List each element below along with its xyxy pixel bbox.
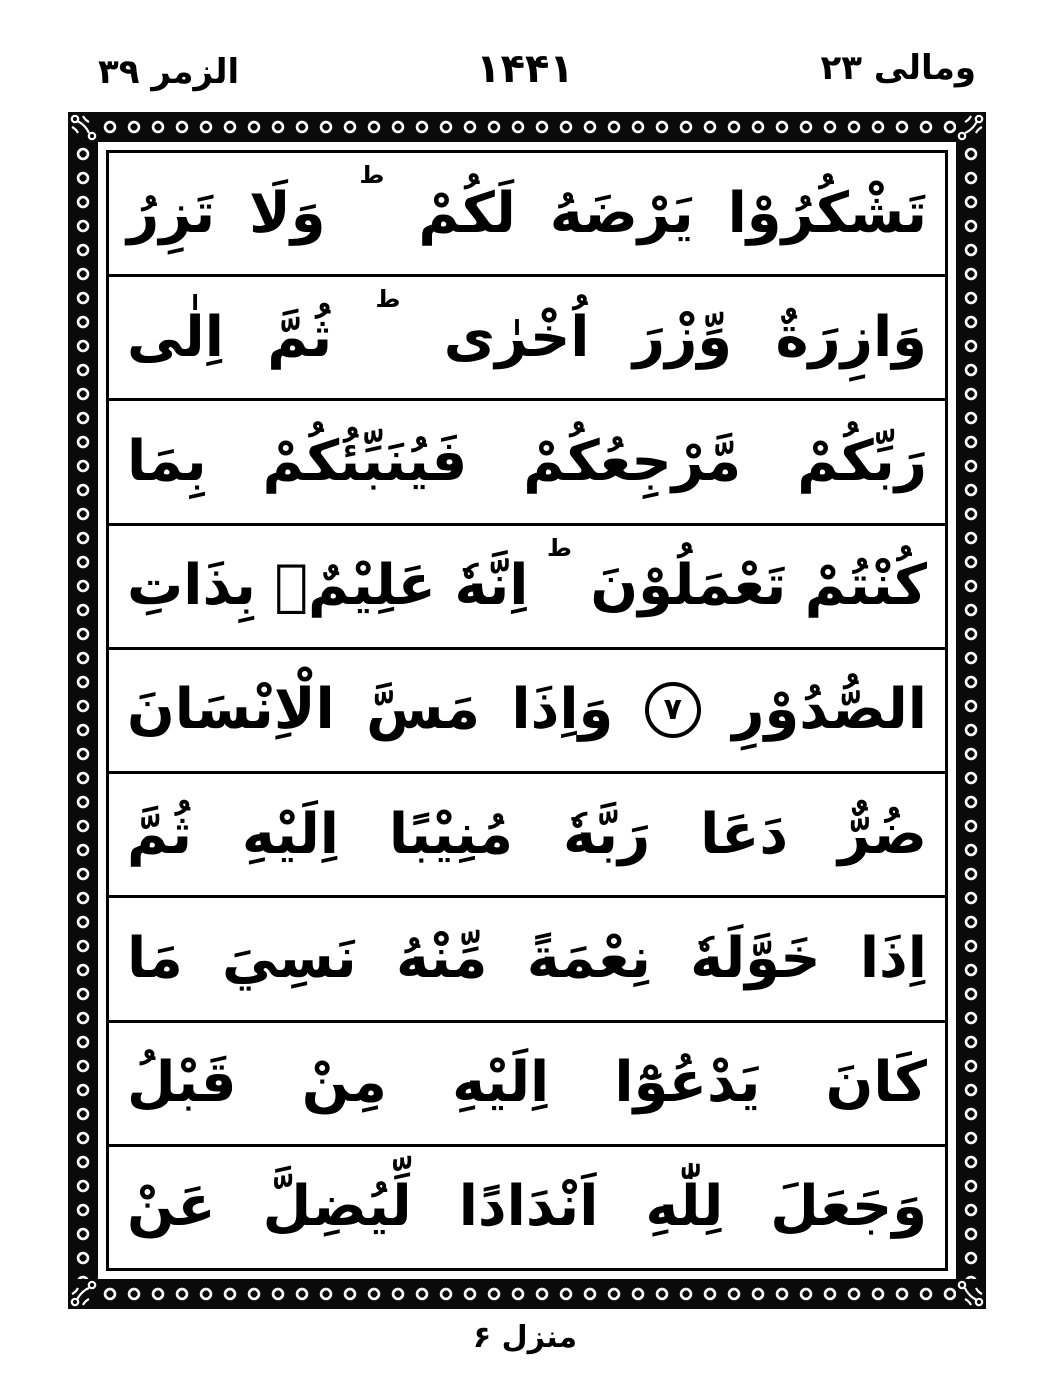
- quran-word: مَسَّ: [366, 677, 480, 743]
- quran-word: وَجَعَلَ: [770, 1174, 927, 1240]
- quran-word: تَزِرُ: [127, 180, 216, 246]
- waqf-sign: ط: [375, 285, 401, 314]
- quran-word: مَّرْجِعُكُمْ: [523, 429, 742, 495]
- quran-word: تَعْمَلُوْنَ: [590, 553, 787, 619]
- page-number: ۱۴۴۱: [476, 46, 574, 92]
- ayah-end-marker: ۷: [645, 682, 701, 738]
- quran-line: [109, 277, 945, 401]
- quran-word: ضُرٌّ: [838, 801, 927, 867]
- corner-flourish-icon: [956, 112, 986, 142]
- border-chain-pattern-right: [956, 142, 986, 1279]
- inner-margin: [98, 142, 956, 1279]
- quran-word: عَنْ: [127, 1174, 216, 1240]
- quran-line: [109, 401, 945, 525]
- quran-word: اِذَا: [859, 925, 927, 991]
- quran-word: بِمَا: [127, 429, 207, 495]
- quran-word: كُنْتُمْ: [804, 553, 927, 619]
- quran-word: رَبِّكُمْ: [797, 429, 927, 495]
- quran-word: لِلّٰهِ: [645, 1174, 724, 1240]
- quran-line: [109, 1023, 945, 1147]
- quran-word: دَعَا: [700, 801, 789, 867]
- quran-word: مَا: [127, 925, 183, 991]
- quran-word: اِلَيْهِ: [452, 1050, 550, 1116]
- quran-word: تَشْكُرُوْا: [727, 180, 927, 246]
- quran-line: [109, 1147, 945, 1268]
- quran-word: اِلَيْهِ: [241, 801, 339, 867]
- quran-word: نَسِيَ: [222, 925, 357, 991]
- quran-word: فَيُنَبِّئُكُمْ: [262, 429, 468, 495]
- quran-word: ثُمَّ: [267, 304, 333, 370]
- waqf-sign: ط: [546, 533, 572, 562]
- quran-word: مُنِيْبًا: [388, 801, 514, 867]
- quran-word: الصُّدُوْرِ: [732, 677, 927, 743]
- quran-line: [109, 774, 945, 898]
- quran-word: اِنَّهٗ: [454, 553, 529, 619]
- quran-line: [109, 898, 945, 1022]
- quran-word: اَنْدَادًا: [458, 1174, 599, 1240]
- quran-word: لَكُمْ: [418, 180, 516, 246]
- quran-word: بِذَاتِ: [127, 553, 256, 619]
- manzil-label: منزل ۶: [472, 1320, 578, 1355]
- quran-word: يَدْعُوْٓا: [614, 1050, 761, 1116]
- border-chain-pattern-top: [98, 112, 956, 142]
- quran-word: قَبْلُ: [127, 1050, 237, 1116]
- quran-word: وِّزْرَ: [632, 304, 733, 370]
- quran-line: [109, 526, 945, 650]
- juz-name-label: ومالی ۲۳: [820, 48, 976, 88]
- surah-name-label: الزمر ۳۹: [98, 52, 240, 92]
- corner-flourish-icon: [68, 1279, 98, 1309]
- quran-word: كَانَ: [825, 1050, 927, 1116]
- quran-word: لِّيُضِلَّ: [262, 1174, 412, 1240]
- quran-word: عَلِيْمٌۢ: [274, 553, 436, 619]
- border-chain-pattern-bottom: [98, 1279, 956, 1309]
- quran-word: الْاِنْسَانَ: [127, 677, 335, 743]
- quran-word: وَلَا: [249, 180, 326, 246]
- quran-word: وَازِرَةٌ: [775, 304, 927, 370]
- quran-word: مِنْ: [301, 1050, 387, 1116]
- quran-word: مِّنْهُ: [395, 925, 488, 991]
- quran-word: ثُمَّ: [127, 801, 192, 867]
- quran-word: نِعْمَةً: [526, 925, 651, 991]
- quran-word: اُخْرٰى: [443, 304, 590, 370]
- quran-word: وَاِذَا: [511, 677, 614, 743]
- corner-flourish-icon: [68, 112, 98, 142]
- ornamental-border-frame: [68, 112, 986, 1309]
- quran-word: اِلٰى: [127, 304, 224, 370]
- quran-word: خَوَّلَهٗ: [690, 925, 821, 991]
- quran-word: رَبَّهٗ: [563, 801, 651, 867]
- quran-line: [109, 650, 945, 774]
- text-block: [106, 150, 948, 1271]
- waqf-sign: ط: [359, 161, 385, 189]
- quran-line: [109, 153, 945, 277]
- corner-flourish-icon: [956, 1279, 986, 1309]
- border-chain-pattern-left: [68, 142, 98, 1279]
- quran-word: يَرْضَهُ: [549, 180, 694, 246]
